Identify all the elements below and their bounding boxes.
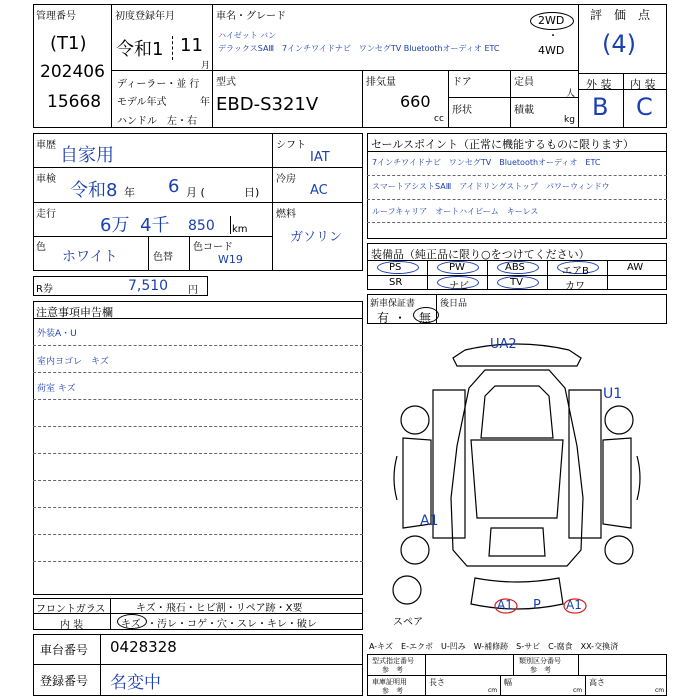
- km-unit: km: [232, 224, 248, 235]
- front-glass-text: キズ・飛石・ヒビ割・リペア跡・X要: [136, 603, 303, 614]
- warranty-ari: 有: [377, 311, 390, 325]
- cm-1: cm: [488, 687, 498, 694]
- gaiso-label: 外 装: [586, 78, 612, 91]
- interior-text: ・汚レ・コゲ・穴・スレ・キレ・破レ: [147, 619, 317, 630]
- naga-label: 長さ: [429, 678, 445, 687]
- month-unit: 月: [201, 61, 211, 71]
- handle-label: ハンドル 左・右: [117, 116, 197, 127]
- kg-unit: kg: [564, 115, 575, 125]
- shaken-month: 6: [168, 176, 180, 197]
- sanko-3: 参 考: [382, 687, 403, 695]
- hi-paren: 日): [244, 186, 260, 199]
- equip-aw: AW: [627, 262, 644, 273]
- chassis-value: 0428328: [110, 638, 177, 656]
- haba-label: 幅: [504, 678, 512, 687]
- color-value: ホワイト: [62, 249, 118, 265]
- drive-dot: ・: [548, 31, 558, 42]
- car-damage-diagram: [367, 328, 667, 620]
- interior-label: 内 装: [60, 620, 84, 631]
- notes-title: 注意事項申告欄: [36, 306, 113, 319]
- sales-line-1: 7インチワイドナビ ワンセグTV Bluetoothオーディオ ETC: [372, 158, 601, 167]
- diagram-a-bottom-left: A1: [497, 598, 513, 612]
- shomei-label: 車庫証明用: [372, 678, 407, 686]
- irogae-label: 色替: [153, 252, 173, 263]
- color-label: 色: [36, 242, 46, 253]
- front-glass-label: フロントガラス: [36, 604, 106, 615]
- hyoka-label: 評 価 点: [590, 8, 651, 22]
- taka-label: 高さ: [589, 678, 605, 687]
- hyoka-score: (4): [602, 30, 636, 58]
- soko-sen: 4千: [140, 215, 170, 236]
- soko-label: 走行: [36, 209, 56, 220]
- note-line-1: 外装A・U: [37, 329, 77, 339]
- equip-leather: カワ: [565, 281, 585, 292]
- sanko-1: 参 考: [382, 666, 403, 674]
- door-label: ドア: [452, 77, 472, 88]
- car-name: ハイゼット バン: [218, 31, 277, 40]
- sanko-2: 参 考: [530, 666, 551, 674]
- naiso-label: 内 装: [630, 78, 656, 91]
- capacity-label: 定員: [514, 77, 534, 88]
- gaiso-grade: B: [592, 93, 609, 121]
- naiso-grade: C: [636, 93, 653, 121]
- colorcode-label: 色コード: [193, 242, 233, 253]
- ruibetsu-label: 類別区分番号: [519, 657, 561, 665]
- katashiki-label: 型式指定番号: [372, 657, 414, 665]
- fuel-label: 燃料: [276, 209, 296, 220]
- drive-4wd: 4WD: [538, 44, 565, 57]
- car-grade: デラックスSAⅢ 7インチワイドナビ ワンセグTV Bluetoothオーディオ ETC: [218, 44, 500, 53]
- sales-line-3: ルーフキャリア オートハイビーム キーレス: [372, 207, 539, 216]
- sales-line-2: スマートアシストSAⅢ アイドリングストップ パワーウィンドウ: [372, 182, 610, 191]
- tsuki-paren: 月 (: [186, 186, 205, 199]
- kanri-no1: 202406: [40, 62, 105, 82]
- year-unit: 年: [200, 97, 210, 108]
- sales-title: セールスポイント（正常に機能するものに限ります）: [371, 138, 635, 151]
- aircon-label: 冷房: [276, 174, 296, 185]
- nen-unit: 年: [124, 186, 135, 199]
- reg-label: 登録番号: [40, 674, 89, 688]
- shodo-label: 初度登録年月: [115, 11, 175, 22]
- kanri-label: 管理番号: [36, 11, 76, 22]
- yen-unit: 円: [188, 285, 198, 296]
- name-label: 車名・グレード: [216, 11, 286, 22]
- equip-title: 装備品（純正品に限り○をつけてください）: [371, 248, 590, 261]
- shift-label: シフト: [276, 140, 306, 151]
- cm-2: cm: [573, 687, 583, 694]
- diagram-a-bottom-right: A1: [566, 598, 582, 612]
- diagram-ua2: UA2: [490, 337, 517, 352]
- shaken-label: 車検: [36, 174, 56, 185]
- equip-sr: SR: [389, 277, 403, 288]
- disp-value: 660: [400, 92, 431, 111]
- model-year-label: モデル年式: [117, 97, 167, 108]
- atohi-label: 後日品: [440, 299, 468, 309]
- chassis-label: 車台番号: [40, 643, 89, 657]
- person-unit: 人: [566, 89, 576, 99]
- rken-box: [33, 276, 208, 296]
- rken-value: 7,510: [128, 278, 169, 294]
- disp-label: 排気量: [366, 77, 396, 88]
- model-value: EBD-S321V: [216, 94, 319, 115]
- aircon-value: AC: [310, 183, 328, 198]
- shareki-value: 自家用: [60, 145, 114, 166]
- warranty-nashi: 無: [419, 311, 432, 325]
- drive-2wd: 2WD: [538, 14, 565, 27]
- cm-3: cm: [655, 687, 665, 694]
- kanri-no2: 15668: [47, 92, 102, 112]
- equip-navi: ナビ: [449, 281, 469, 292]
- rken-label: R券: [36, 284, 53, 295]
- soko-rest: 850: [188, 218, 215, 234]
- interior-kizu: キズ: [121, 619, 141, 630]
- shift-value: IAT: [310, 150, 330, 165]
- kanri-t: (T1): [50, 33, 87, 54]
- damage-legend: A-キズ E-エクボ U-凹み W-補修跡 S-サビ C-腐食 XX-交換済: [369, 642, 619, 651]
- soko-man: 6万: [100, 215, 130, 236]
- dealer-label: ディーラー・並 行: [117, 79, 200, 90]
- note-line-3: 荷室 キズ: [37, 384, 76, 394]
- warranty-label: 新車保証書: [370, 299, 416, 309]
- equip-pw: PW: [449, 262, 465, 273]
- reg-value: 名変中: [110, 673, 161, 693]
- equip-tv: TV: [510, 277, 523, 288]
- equip-ps: PS: [389, 262, 402, 273]
- shaken-era: 令和8: [70, 180, 118, 201]
- warranty-dot: ・: [394, 311, 407, 325]
- colorcode-value: W19: [218, 253, 243, 266]
- diagram-a1-left: A1: [420, 513, 439, 529]
- shodo-month: 11: [180, 35, 203, 56]
- equip-airbag: エアB: [562, 266, 589, 277]
- model-label: 型式: [216, 77, 236, 88]
- equip-abs: ABS: [505, 262, 525, 273]
- diagram-u1: U1: [603, 386, 623, 402]
- shareki-label: 車歴: [36, 140, 56, 151]
- diagram-p: P: [533, 598, 541, 613]
- cc-unit: cc: [434, 114, 444, 124]
- fuel-value: ガソリン: [290, 230, 343, 245]
- shape-label: 形状: [452, 105, 472, 116]
- note-line-2: 室内ヨゴレ キズ: [37, 357, 109, 367]
- diagram-spare: スペア: [393, 617, 423, 628]
- load-label: 積載: [514, 105, 534, 116]
- shodo-era: 令和1: [116, 39, 164, 60]
